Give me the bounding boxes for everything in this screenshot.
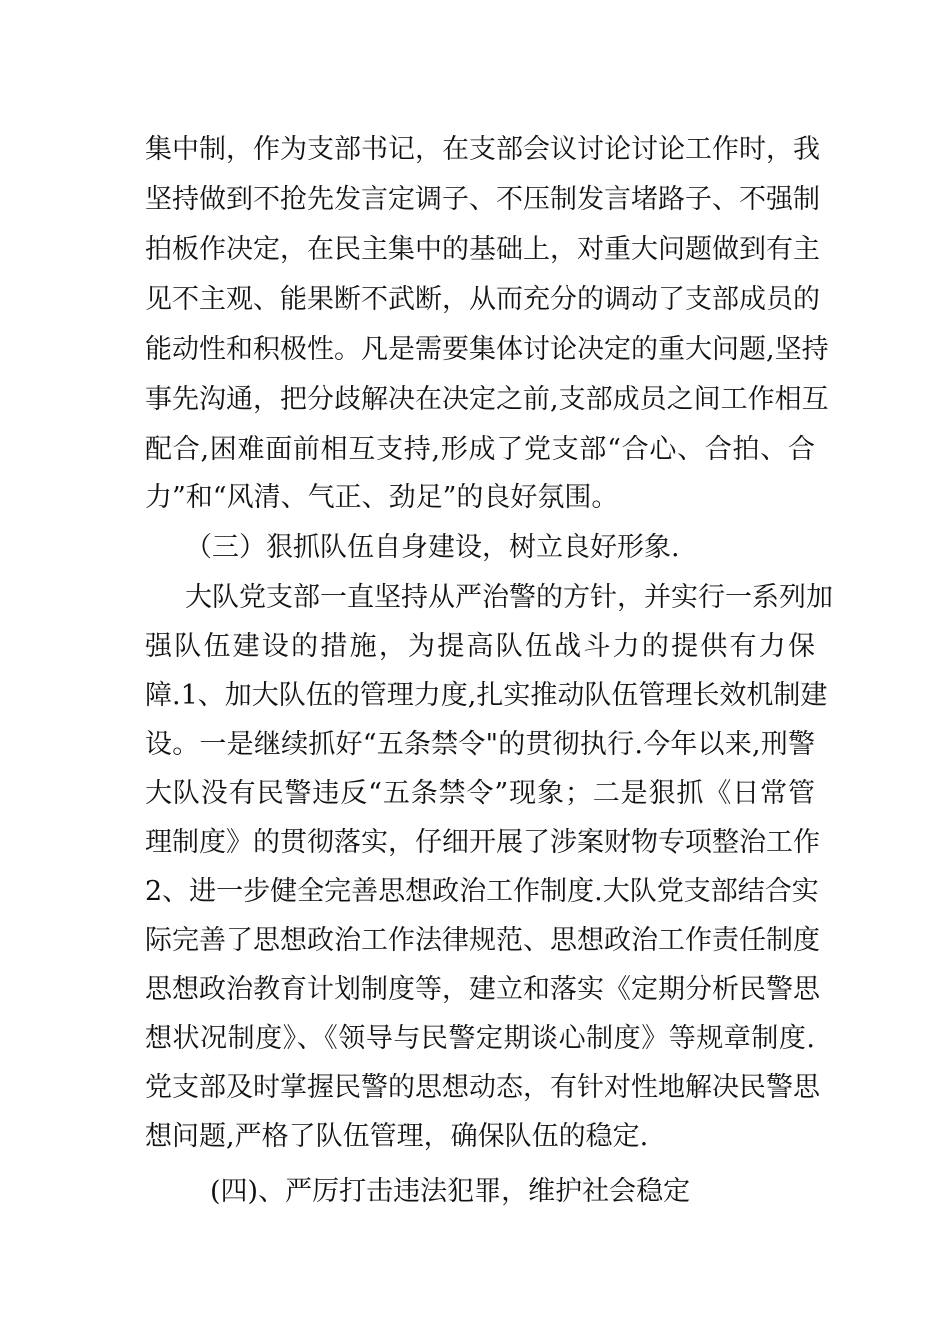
paragraph-line: 设。一是继续抓好“五条禁令"的贯彻执行.今年以来,刑警 xyxy=(145,729,815,760)
paragraph-line: 际完善了思想政治工作法律规范、思想政治工作责任制度 xyxy=(145,925,820,956)
paragraph-line: 力”和“风清、气正、劲足”的良好氛围。 xyxy=(145,482,619,513)
paragraph-line: 拍板作决定，在民主集中的基础上，对重大问题做到有主 xyxy=(145,234,820,265)
paragraph-line: 想状况制度》、《领导与民警定期谈心制度》等规章制度. xyxy=(145,1023,815,1054)
section-heading: (四)、严厉打击违法犯罪，维护社会稳定 xyxy=(210,1176,691,1207)
paragraph-line: 理制度》的贯彻落实，仔细开展了涉案财物专项整治工作 xyxy=(145,827,820,858)
paragraph-line: 2、进一步健全完善思想政治工作制度.大队党支部结合实 xyxy=(145,876,819,907)
paragraph-line: 事先沟通，把分歧解决在决定之前,支部成员之间工作相互 xyxy=(145,384,829,415)
paragraph-line: 想问题,严格了队伍管理，确保队伍的稳定. xyxy=(145,1121,649,1152)
paragraph-line: 集中制，作为支部书记，在支部会议讨论讨论工作时，我 xyxy=(145,134,820,165)
paragraph-line: 见不主观、能果断不武断，从而充分的调动了支部成员的 xyxy=(145,284,820,315)
paragraph-line: 能动性和积极性。凡是需要集体讨论决定的重大问题,坚持 xyxy=(145,334,829,365)
paragraph-line: 强队伍建设的措施，为提高队伍战斗力的提供有力保 xyxy=(145,631,815,662)
paragraph-line: 党支部及时掌握民警的思想动态，有针对性地解决民警思 xyxy=(145,1072,820,1103)
paragraph-line: 障.1、加大队伍的管理力度,扎实推动队伍管理长效机制建 xyxy=(145,680,828,711)
paragraph-line: 思想政治教育计划制度等，建立和落实《定期分析民警思 xyxy=(145,974,820,1005)
paragraph-line: 配合,困难面前相互支持,形成了党支部“合心、合拍、合 xyxy=(145,434,815,465)
paragraph-line: 坚持做到不抢先发言定调子、不压制发言堵路子、不强制 xyxy=(145,184,820,215)
paragraph-line: 大队没有民警违反“五条禁令”现象；二是狠抓《日常管 xyxy=(145,778,815,809)
paragraph-line: 大队党支部一直坚持从严治警的方针，并实行一系列加 xyxy=(185,582,833,613)
section-heading: （三）狠抓队伍自身建设，树立良好形象. xyxy=(185,532,680,563)
